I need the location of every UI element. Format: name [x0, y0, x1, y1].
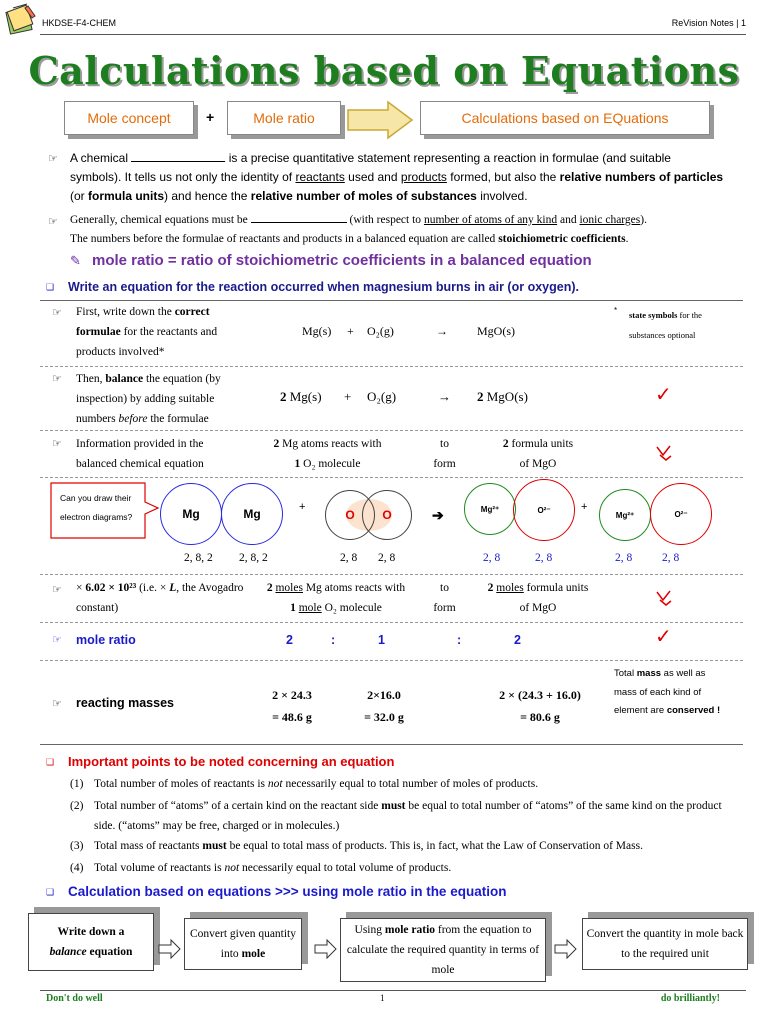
config-mg-ion: 2, 8 [615, 552, 633, 564]
flow-step-2: Convert given quantity into mole [184, 918, 302, 970]
avogadro-instruction: × 6.02 × 10²³ (i.e. × L, the Avogadro constant) [76, 582, 244, 614]
hand-pointer-icon: ☞ [52, 373, 62, 385]
mass-conserved-note: Total mass as well as mass of each kind of element are conserved ! [614, 668, 721, 716]
eq-balanced-o2: O₂(g) [367, 389, 397, 404]
flow-arrow-icon [158, 938, 182, 960]
footer-rule [40, 990, 746, 991]
table-rule [40, 622, 743, 623]
point-3: Total mass of reactants must be equal to total mass of products. This is, in fact, what the Law of Conservation of Mass. [94, 840, 643, 852]
ratio-colon: : [331, 633, 336, 647]
footer-right: do brilliantly! [660, 993, 720, 1004]
point-2: Total number of “atoms” of a certain kind on the reactant side must be equal to total number of “atoms” of the same kind on the product side. (“atoms” may be free, charged or in molecules.) [94, 800, 722, 832]
flow-step-4: Convert the quantity in mole back to the required unit [582, 918, 748, 970]
mg-ion-circle: Mg²⁺ [599, 489, 651, 541]
point-3-number: (3) [70, 840, 84, 852]
section-bullet-icon: ❑ [46, 282, 55, 292]
row2-instruction: Then, balance the equation (by inspection) by adding suitable numbers before the formulae [76, 373, 221, 425]
oxide-ion-circle: O²⁻ [513, 479, 575, 541]
table-rule [40, 660, 743, 661]
config-o-ion: 2, 8 [662, 552, 680, 564]
row3-reactants: 2 Mg atoms reacts with 1 O₂ molecule [273, 438, 382, 470]
diagram-arrow: ➔ [432, 507, 444, 523]
oxygen-atom-circle: O [325, 490, 375, 540]
important-heading: Important points to be noted concerning an equation [68, 754, 395, 769]
flow-arrow-icon [314, 938, 338, 960]
footer-left: Don't do well [46, 993, 103, 1004]
section-bullet-icon: ❑ [46, 757, 55, 767]
config-o: 2, 8 [340, 552, 358, 564]
oxide-ion-circle: O²⁻ [650, 483, 712, 545]
table-rule [40, 574, 743, 575]
eq-balanced-mgo: 2 MgO(s) [477, 389, 528, 404]
eq-plus: + [347, 324, 354, 338]
config-o-ion: 2, 8 [535, 552, 553, 564]
hand-tick-icon [654, 588, 674, 608]
reacting-masses-label: reacting masses [76, 696, 174, 710]
flow-step-1: Write down a balance equation [28, 913, 154, 971]
fill-blank[interactable] [251, 211, 347, 223]
diagram-plus: + [581, 501, 588, 513]
intro-paragraph-2: Generally, chemical equations must be (with respect to number of atoms of any kind and ionic charges). The numbers before the formulae of reactants and products in a balanced equation are called stoichiometric coefficients. [70, 211, 730, 249]
mole-ratio-definition: mole ratio = ratio of stoichiometric coefficients in a balanced equation [92, 252, 592, 269]
eq-balanced-mg: 2 Mg(s) [280, 389, 322, 404]
row3-to-form: to form [433, 438, 456, 470]
mass-mgo: 2 × (24.3 + 16.0) = 80.6 g [499, 688, 581, 724]
header-rule [40, 34, 746, 35]
flow-step-3: Using mole ratio from the equation to calculate the required quantity in terms of mole [340, 918, 546, 982]
calculation-heading: Calculation based on equations >>> using mole ratio in the equation [68, 884, 507, 899]
footer-page-number: 1 [380, 993, 385, 1003]
point-4: Total volume of reactants is not necessarily equal to total volume of products. [94, 862, 452, 874]
checkmark-icon: ✓ [655, 384, 672, 406]
row3-products: 2 formula units of MgO [502, 438, 574, 470]
eq-product-mgo: MgO(s) [477, 324, 515, 338]
avogadro-products: 2 moles formula units of MgO [487, 582, 589, 614]
eq-plus: + [344, 389, 352, 404]
flow-arrow-icon [554, 938, 578, 960]
mole-ratio-label: mole ratio [76, 633, 136, 647]
config-mg: 2, 8, 2 [239, 552, 268, 564]
table-rule [40, 300, 743, 301]
concept-mole-concept: Mole concept [64, 101, 194, 135]
hand-pointer-icon: ☞ [52, 698, 62, 710]
section-bullet-icon: ❑ [46, 887, 55, 897]
table-rule [40, 366, 743, 367]
eq-reactant-o2: O₂(g) [367, 324, 394, 338]
hand-pointer-icon: ☞ [52, 634, 62, 646]
point-1-number: (1) [70, 778, 84, 790]
header-course: HKDSE-F4-CHEM [42, 18, 117, 28]
notebook-icon [4, 2, 38, 36]
eq-arrow: → [436, 324, 448, 338]
pointer-icon: ✎ [70, 253, 81, 268]
header-page: ReVision Notes | 1 [671, 18, 746, 28]
row3-instruction: Information provided in the balanced chemical equation [76, 438, 204, 470]
mass-mg: 2 × 24.3 = 48.6 g [272, 688, 312, 724]
row1-instruction: First, write down the correct formulae for the reactants and products involved* [76, 306, 218, 358]
mass-o2: 2×16.0 = 32.0 g [364, 688, 404, 724]
point-2-number: (2) [70, 800, 84, 812]
page-title: Calculations based on Equations [28, 48, 740, 93]
config-o: 2, 8 [378, 552, 396, 564]
ratio-value-mg: 2 [286, 633, 293, 647]
eq-arrow: → [438, 389, 451, 404]
table-rule [40, 430, 743, 431]
checkmark-icon: ✓ [655, 626, 672, 648]
ratio-value-mgo: 2 [514, 633, 521, 647]
table-rule [40, 477, 743, 478]
fill-blank[interactable] [131, 150, 225, 162]
section-heading-equation: Write an equation for the reaction occurred when magnesium burns in air (or oxygen). [68, 280, 579, 294]
right-arrow-icon [346, 100, 416, 140]
hand-pointer-icon: ☞ [48, 153, 58, 165]
hand-tick-icon [654, 443, 674, 463]
mg-atom-circle: Mg [221, 483, 283, 545]
mg-atom-circle: Mg [160, 483, 222, 545]
config-mg: 2, 8, 2 [184, 552, 213, 564]
point-1: Total number of moles of reactants is not necessarily equal to total number of moles of products. [94, 778, 539, 790]
note-star: * [614, 306, 618, 315]
hand-pointer-icon: ☞ [48, 216, 58, 228]
intro-paragraph-1: A chemical is a precise quantitative statement representing a reaction in formulae (and suitable symbols). It tells us not only the identity of reactants used and products formed, but also the relative numbers of particles (or formula units) and hence the relative number of moles of substances involved. [70, 151, 724, 203]
concept-calculations: Calculations based on EQuations [420, 101, 710, 135]
ratio-value-o2: 1 [378, 633, 385, 647]
note-state-symbols: state symbols for the substances optional [629, 310, 702, 340]
hand-pointer-icon: ☞ [52, 438, 62, 450]
ratio-colon: : [457, 633, 462, 647]
hand-pointer-icon: ☞ [52, 584, 62, 596]
eq-reactant-mg: Mg(s) [302, 324, 332, 338]
concept-mole-ratio: Mole ratio [227, 101, 341, 135]
config-mg-ion: 2, 8 [483, 552, 501, 564]
avogadro-reactants: 2 moles Mg atoms reacts with 1 mole O₂ molecule [266, 582, 406, 614]
header-logo [4, 2, 38, 36]
table-rule [40, 744, 743, 745]
diagram-plus: + [299, 501, 306, 513]
mg-ion-circle: Mg²⁺ [464, 483, 516, 535]
point-4-number: (4) [70, 862, 84, 874]
avogadro-to-form: to form [433, 582, 456, 614]
callout-text: Can you draw their electron diagrams? [60, 493, 133, 522]
oxygen-atom-circle: O [362, 490, 412, 540]
hand-pointer-icon: ☞ [52, 307, 62, 319]
concept-plus: + [206, 109, 215, 125]
